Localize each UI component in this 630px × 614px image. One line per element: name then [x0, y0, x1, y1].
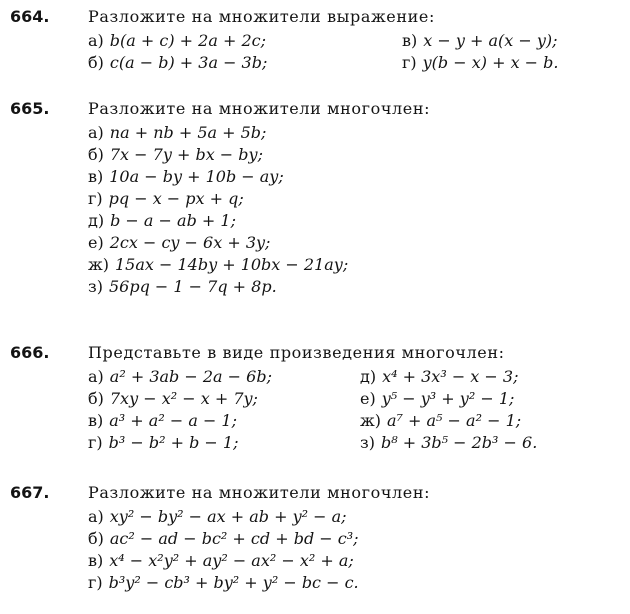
exercise-expression: 7x − 7y + bx − by;: [109, 145, 263, 164]
problem-number: 664.: [10, 7, 50, 26]
exercise-item: [88, 188, 244, 210]
exercise-label: г): [88, 189, 103, 208]
exercise-label: а): [88, 367, 104, 386]
problem-prompt: Представьте в виде произведения многочлен:: [88, 343, 505, 362]
exercise-item: [88, 30, 266, 52]
exercise-label: д): [360, 367, 377, 386]
exercise-item: [360, 432, 537, 454]
exercise-expression: a³ + a² − a − 1;: [109, 411, 237, 430]
exercise-item: [88, 232, 270, 254]
exercise-expression: 2cx − cy − 6x + 3y;: [109, 233, 271, 252]
exercise-row: [10, 388, 622, 410]
exercise-expression: b(a + c) + 2a + 2c;: [109, 31, 266, 50]
exercise-expression: b⁸ + 3b⁵ − 2b³ − 6.: [380, 433, 538, 452]
exercise-expression: a⁷ + a⁵ − a² − 1;: [386, 411, 522, 430]
exercise-expression: x⁴ − x²y² + ay² − ax² − x² + a;: [109, 551, 354, 570]
problem-prompt: Разложите на множители многочлен:: [88, 99, 431, 118]
exercise-row: [10, 506, 622, 528]
exercise-item: [88, 410, 237, 432]
exercise-row: [10, 366, 622, 388]
exercise-row: [10, 276, 622, 298]
exercise-row: [10, 144, 622, 166]
exercise-label: г): [88, 573, 103, 592]
exercise-label: ж): [360, 411, 381, 430]
exercise-expression: b³y² − cb³ + by² + y² − bc − c.: [108, 573, 359, 592]
exercise-label: е): [88, 233, 104, 252]
exercise-label: ж): [88, 255, 109, 274]
exercise-label: е): [360, 389, 376, 408]
exercise-item: [88, 276, 277, 298]
exercise-label: б): [88, 145, 104, 164]
exercise-label: а): [88, 507, 104, 526]
exercise-item: [360, 388, 514, 410]
exercise-label: в): [88, 167, 104, 186]
exercise-expression: 56pq − 1 − 7q + 8p.: [108, 277, 277, 296]
problem-number: 665.: [10, 99, 50, 118]
exercise-item: [360, 410, 521, 432]
exercise-expression: na + nb + 5a + 5b;: [109, 123, 267, 142]
exercise-row: [10, 528, 622, 550]
exercise-expression: x⁴ + 3x³ − x − 3;: [382, 367, 519, 386]
exercise-row: [10, 166, 622, 188]
problem-666: [10, 340, 622, 454]
problem-header: [10, 96, 622, 122]
exercise-item: [88, 388, 258, 410]
exercise-expression: 15ax − 14by + 10bx − 21ay;: [114, 255, 349, 274]
exercise-expression: a² + 3ab − 2a − 6b;: [109, 367, 272, 386]
exercise-item: [88, 210, 236, 232]
exercise-item: [88, 52, 267, 74]
exercise-item: [88, 572, 359, 594]
problem-667: [10, 480, 622, 594]
exercise-label: д): [88, 211, 105, 230]
exercise-expression: x − y + a(x − y);: [423, 31, 558, 50]
exercise-row: [10, 432, 622, 454]
exercise-label: г): [88, 433, 103, 452]
exercise-row: [10, 410, 622, 432]
exercise-row: [10, 254, 622, 276]
exercise-row: [10, 572, 622, 594]
problem-header: [10, 480, 622, 506]
exercise-item: [88, 366, 272, 388]
problem-header: [10, 340, 622, 366]
problem-number: 667.: [10, 483, 50, 502]
exercise-item: [88, 144, 263, 166]
exercise-item: [402, 52, 559, 74]
exercise-item: [88, 550, 354, 572]
exercise-expression: b³ − b² + b − 1;: [108, 433, 239, 452]
exercise-item: [88, 166, 284, 188]
exercise-item: [88, 432, 238, 454]
problem-664: [10, 4, 622, 74]
exercise-expression: y⁵ − y³ + y² − 1;: [381, 389, 515, 408]
exercise-label: б): [88, 529, 104, 548]
exercise-item: [402, 30, 558, 52]
exercise-item: [360, 366, 518, 388]
exercise-item: [88, 122, 266, 144]
exercise-expression: c(a − b) + 3a − 3b;: [109, 53, 268, 72]
exercise-item: [88, 528, 359, 550]
exercise-label: з): [88, 277, 103, 296]
problem-665: [10, 96, 622, 298]
exercise-label: б): [88, 389, 104, 408]
exercise-label: б): [88, 53, 104, 72]
problem-prompt: Разложите на множители выражение:: [88, 7, 435, 26]
exercise-expression: 10a − by + 10b − ay;: [109, 167, 284, 186]
exercise-row: [10, 232, 622, 254]
exercise-expression: pq − x − px + q;: [108, 189, 244, 208]
exercise-expression: xy² − by² − ax + ab + y² − a;: [109, 507, 347, 526]
problem-header: [10, 4, 622, 30]
exercise-item: [88, 254, 348, 276]
exercise-label: з): [360, 433, 375, 452]
exercise-label: г): [402, 53, 417, 72]
exercise-row: [10, 188, 622, 210]
exercise-row: [10, 30, 622, 52]
exercise-row: [10, 52, 622, 74]
exercise-expression: 7xy − x² − x + 7y;: [109, 389, 258, 408]
exercise-item: [88, 506, 347, 528]
exercise-label: в): [88, 411, 104, 430]
exercise-expression: ac² − ad − bc² + cd + bd − c³;: [109, 529, 359, 548]
exercise-row: [10, 210, 622, 232]
exercise-label: а): [88, 123, 104, 142]
exercise-row: [10, 550, 622, 572]
exercise-label: в): [402, 31, 418, 50]
exercise-row: [10, 122, 622, 144]
problem-prompt: Разложите на множители многочлен:: [88, 483, 431, 502]
problem-number: 666.: [10, 343, 50, 362]
exercise-expression: y(b − x) + x − b.: [422, 53, 559, 72]
exercise-expression: b − a − ab + 1;: [110, 211, 236, 230]
exercise-label: в): [88, 551, 104, 570]
exercise-label: а): [88, 31, 104, 50]
